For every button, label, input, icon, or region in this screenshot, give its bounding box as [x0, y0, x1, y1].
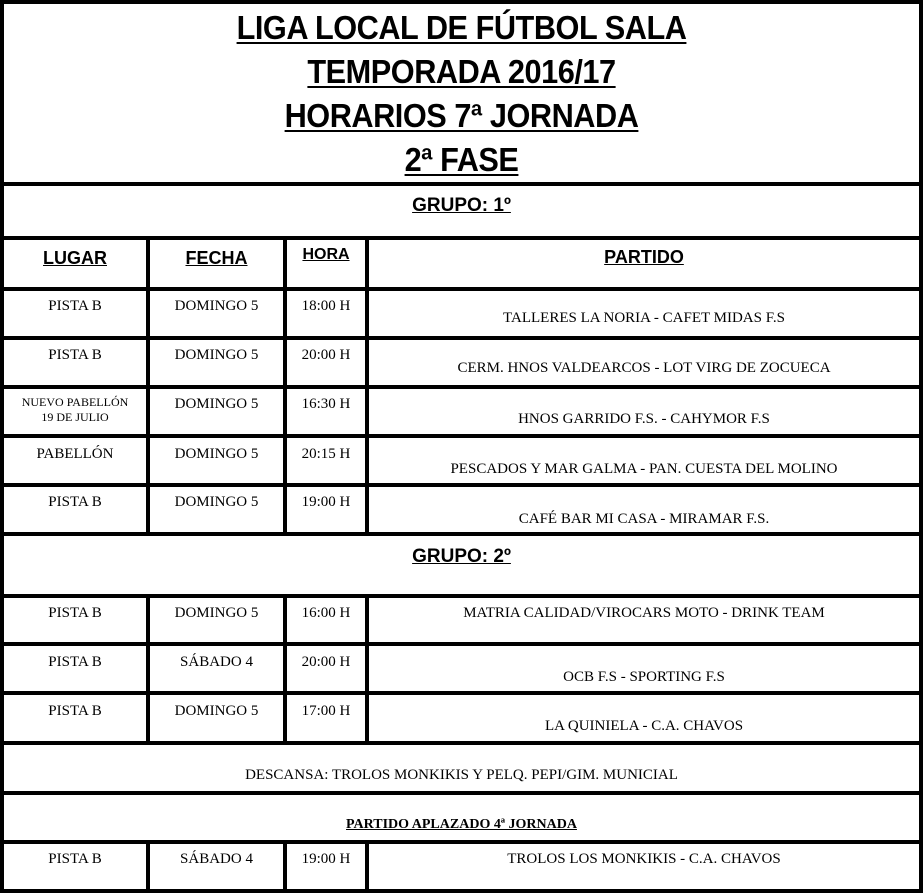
cell-fecha: DOMINGO 5: [174, 605, 259, 621]
divider: [0, 236, 923, 240]
league-title: LIGA LOCAL DE FÚTBOL SALA: [236, 9, 687, 46]
cell-partido: MATRIA CALIDAD/VIROCARS MOTO - DRINK TEAM: [463, 605, 825, 621]
column-divider: [146, 238, 150, 534]
cell-lugar: PISTA B: [48, 605, 102, 621]
divider: [0, 182, 923, 186]
divider: [0, 791, 923, 795]
cell-lugar: PISTA B: [48, 347, 102, 363]
cell-hora: 20:00 H: [301, 347, 351, 363]
phase-title: 2ª FASE: [404, 141, 519, 178]
season-title: TEMPORADA 2016/17: [307, 53, 616, 90]
divider: [0, 532, 923, 536]
cell-partido: TROLOS LOS MONKIKIS - C.A. CHAVOS: [507, 851, 781, 867]
column-divider: [365, 238, 369, 534]
column-header-lugar: LUGAR: [43, 248, 107, 268]
column-divider: [283, 238, 287, 534]
cell-hora: 18:00 H: [301, 298, 351, 314]
cell-lugar: [4, 395, 146, 425]
cell-partido: OCB F.S - SPORTING F.S: [563, 669, 725, 685]
cell-lugar-line: NUEVO PABELLÓN: [21, 395, 129, 409]
cell-fecha: SÁBADO 4: [180, 654, 253, 670]
cell-lugar: PISTA B: [48, 494, 102, 510]
cell-fecha: DOMINGO 5: [174, 446, 259, 462]
column-header-fecha: FECHA: [185, 248, 248, 268]
divider: [0, 642, 923, 646]
cell-lugar: PISTA B: [48, 654, 102, 670]
column-header-partido: PARTIDO: [604, 247, 684, 267]
cell-lugar: PISTA B: [48, 703, 102, 719]
cell-partido: CERM. HNOS VALDEARCOS - LOT VIRG DE ZOCUECA: [457, 360, 831, 376]
cell-hora: 16:30 H: [301, 396, 351, 412]
group-1-title: GRUPO: 1º: [412, 195, 511, 216]
rest-note: DESCANSA: TROLOS MONKIKIS Y PELQ. PEPI/GIM. MUNICIAL: [245, 767, 678, 783]
cell-hora: 20:00 H: [301, 654, 351, 670]
divider: [0, 434, 923, 438]
cell-partido: CAFÉ BAR MI CASA - MIRAMAR F.S.: [518, 511, 770, 527]
divider: [0, 385, 923, 389]
cell-fecha: DOMINGO 5: [174, 298, 259, 314]
cell-fecha: DOMINGO 5: [174, 703, 259, 719]
cell-lugar: PISTA B: [48, 851, 102, 867]
matchday-title: HORARIOS 7ª JORNADA: [284, 97, 639, 134]
cell-partido: HNOS GARRIDO F.S. - CAHYMOR F.S: [518, 411, 770, 427]
cell-partido: LA QUINIELA - C.A. CHAVOS: [544, 718, 744, 734]
cell-fecha: DOMINGO 5: [174, 396, 259, 412]
cell-fecha: SÁBADO 4: [180, 851, 253, 867]
cell-partido: TALLERES LA NORIA - CAFET MIDAS F.S: [503, 310, 785, 326]
cell-partido: PESCADOS Y MAR GALMA - PAN. CUESTA DEL MOLINO: [450, 461, 838, 477]
title-block: [4, 6, 919, 182]
divider: [0, 741, 923, 745]
cell-fecha: DOMINGO 5: [174, 347, 259, 363]
postponed-title: PARTIDO APLAZADO 4ª JORNADA: [346, 817, 577, 832]
divider: [0, 336, 923, 340]
cell-fecha: DOMINGO 5: [174, 494, 259, 510]
group-2-title: GRUPO: 2º: [412, 546, 511, 567]
divider: [0, 691, 923, 695]
divider: [0, 287, 923, 291]
cell-hora: 19:00 H: [301, 494, 351, 510]
cell-hora: 19:00 H: [301, 851, 351, 867]
cell-lugar: PISTA B: [48, 298, 102, 314]
cell-hora: 16:00 H: [301, 605, 351, 621]
column-header-hora: HORA: [302, 246, 350, 263]
cell-hora: 20:15 H: [301, 446, 351, 462]
divider: [0, 483, 923, 487]
cell-lugar: PABELLÓN: [36, 446, 114, 462]
cell-hora: 17:00 H: [301, 703, 351, 719]
divider: [0, 840, 923, 844]
cell-lugar-line: 19 DE JULIO: [41, 410, 109, 424]
divider: [0, 594, 923, 598]
